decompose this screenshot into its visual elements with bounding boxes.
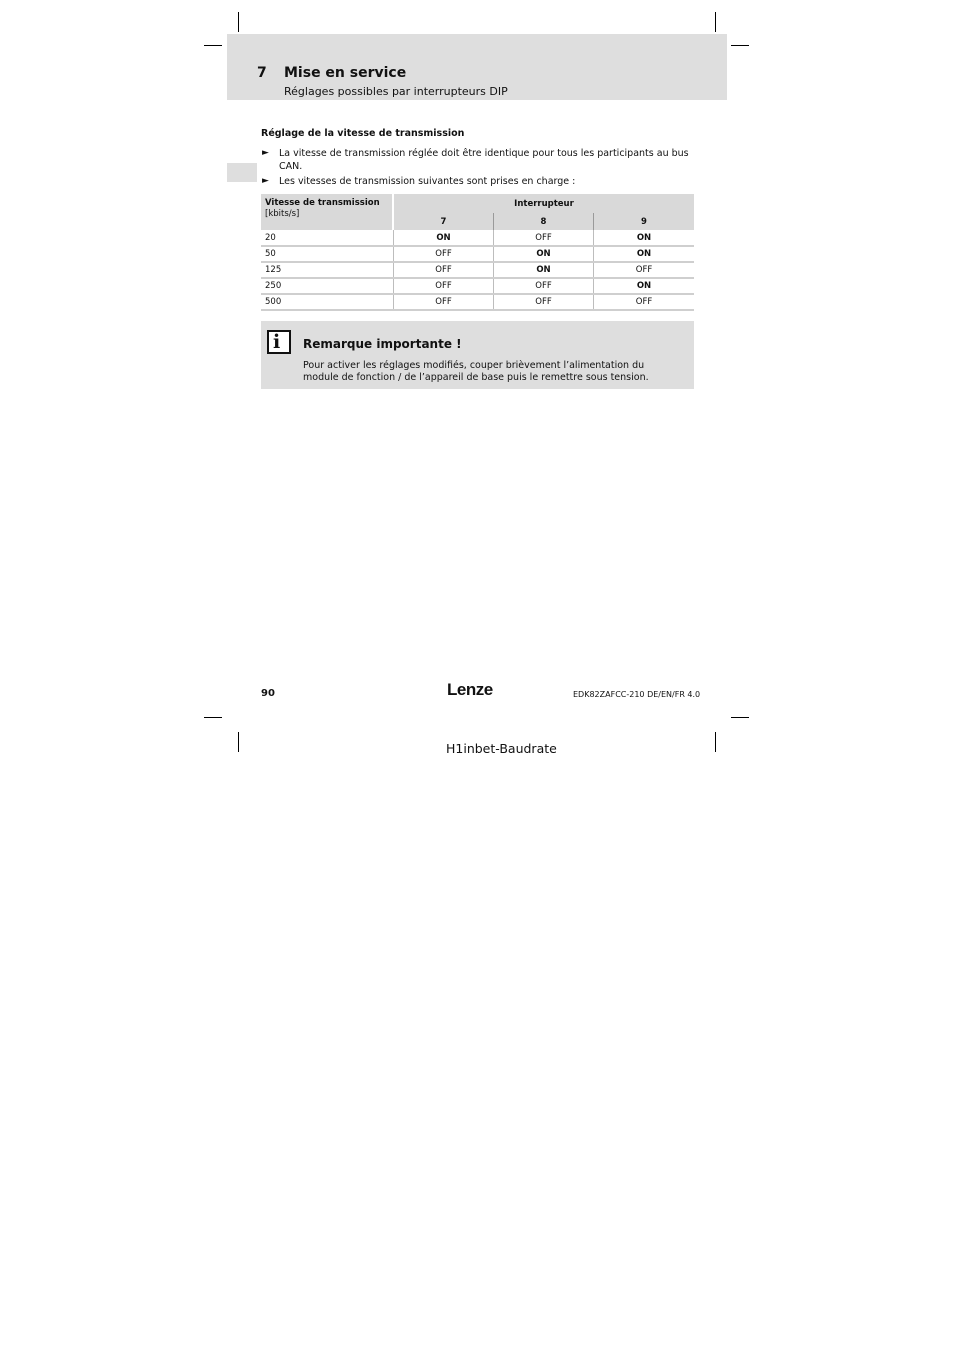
table-cell-s8: OFF — [535, 281, 552, 291]
bullet-item — [262, 175, 702, 188]
crop-mark — [204, 45, 222, 46]
row-divider — [261, 309, 694, 311]
crop-mark — [731, 45, 749, 46]
table-cell-s8: OFF — [535, 297, 552, 307]
table-cell-rate: 20 — [265, 233, 276, 243]
row-divider — [261, 261, 694, 263]
table-cell-s8: ON — [536, 249, 551, 259]
crop-mark — [715, 732, 716, 752]
bullet-text: Les vitesses de transmission suivantes sont prises en charge : — [279, 176, 576, 187]
note-title: Remarque importante ! — [303, 337, 462, 351]
table-cell-s9: OFF — [635, 265, 653, 275]
bullet-arrow-icon: ► — [262, 148, 269, 158]
document-code: EDK82ZAFCC-210 DE/EN/FR 4.0 — [573, 690, 701, 699]
note-body-line: module de fonction / de l’appareil de base puis le remettre sous tension. — [303, 372, 649, 383]
section-title: Réglage de la vitesse de transmission — [261, 128, 465, 139]
image-caption: H1inbet-Baudrate — [446, 741, 557, 756]
table-cell-s7: ON — [436, 233, 451, 243]
col-header-rate: Vitesse de transmission — [265, 198, 380, 208]
crop-mark — [715, 12, 716, 32]
crop-mark — [238, 732, 239, 752]
table-cell-s8: OFF — [535, 233, 552, 243]
group-header-switch: Interrupteur — [514, 199, 574, 209]
chapter-title: Mise en service — [284, 65, 407, 81]
row-divider — [261, 245, 694, 247]
table-cell-rate: 250 — [265, 281, 282, 291]
note-body — [303, 360, 683, 384]
chapter-number: 7 — [257, 65, 267, 81]
page-number: 90 — [261, 688, 275, 699]
bullet-item — [262, 147, 702, 173]
table-cell-s9: ON — [636, 233, 652, 243]
row-divider — [261, 293, 694, 295]
lenze-logo: Lenze — [447, 680, 493, 699]
table-cell-s9: ON — [636, 249, 652, 259]
table-cell-rate: 50 — [265, 249, 276, 259]
table-cell-s7: OFF — [435, 281, 452, 291]
info-icon: i — [267, 330, 291, 354]
crop-mark — [238, 12, 239, 32]
table-cell-s7: OFF — [435, 297, 452, 307]
switch-header-8: 8 — [540, 217, 547, 227]
chapter-subtitle: Réglages possibles par interrupteurs DIP — [284, 85, 508, 98]
bullet-text: La vitesse de transmission réglée doit être identique pour tous les participants au bus CAN. — [279, 148, 689, 172]
side-tab-marker — [227, 163, 257, 182]
table-cell-rate: 500 — [265, 297, 282, 307]
row-divider — [261, 277, 694, 279]
switch-header-9: 9 — [641, 217, 647, 227]
col-header-unit: [kbits/s] — [265, 209, 300, 219]
table-cell-s7: OFF — [435, 249, 452, 259]
table-cell-s7: OFF — [435, 265, 452, 275]
table-cell-s8: ON — [536, 265, 551, 275]
note-body-line: Pour activer les réglages modifiés, couper brièvement l’alimentation du — [303, 360, 645, 371]
table-cell-s9: OFF — [635, 297, 653, 307]
table-cell-s9: ON — [636, 281, 652, 291]
bullet-arrow-icon: ► — [262, 176, 269, 186]
crop-mark — [204, 717, 222, 718]
table-cell-rate: 125 — [265, 265, 282, 275]
switch-header-7: 7 — [440, 217, 447, 227]
crop-mark — [731, 717, 749, 718]
